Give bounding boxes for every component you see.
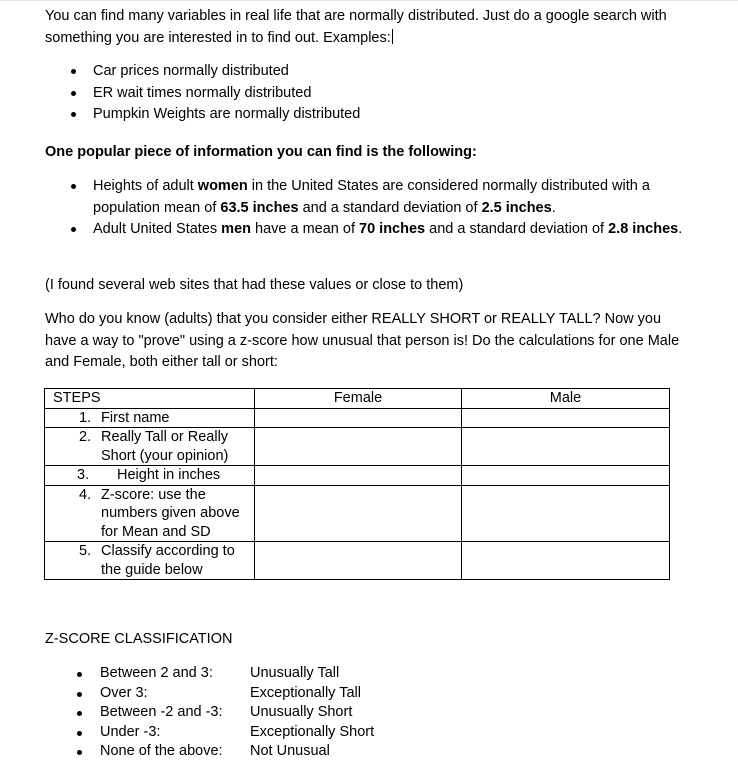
female-opinion-cell[interactable] (255, 428, 462, 466)
classification-title: Z-SCORE CLASSIFICATION (45, 631, 233, 647)
bullet-icon (77, 672, 82, 677)
intro-paragraph (45, 6, 685, 49)
female-classify-cell[interactable] (255, 542, 462, 580)
male-zscore-cell[interactable] (462, 485, 670, 542)
bullet-icon (77, 731, 82, 736)
list-item: Car prices normally distributed (45, 61, 685, 83)
male-height-cell[interactable] (462, 466, 670, 486)
step-label: First name (101, 409, 170, 426)
step-label: Really Tall or Really Short (your opinion) (101, 429, 229, 464)
sources-note: (I found several web sites that had these values or close to them) (45, 277, 464, 293)
table-header-row (45, 389, 670, 409)
female-height-cell[interactable] (255, 466, 462, 486)
bullet-icon (77, 711, 82, 716)
male-opinion-cell[interactable] (462, 428, 670, 466)
list-item: None of the above: Not Unusual (45, 742, 545, 762)
facts-list (45, 176, 685, 241)
bullet-icon (77, 692, 82, 697)
header-male: Male (462, 389, 670, 409)
list-item: Over 3: Exceptionally Tall (45, 684, 545, 704)
header-female: Female (255, 389, 462, 409)
page-top-divider (0, 0, 738, 1)
male-name-cell[interactable] (462, 408, 670, 428)
list-item: ER wait times normally distributed (45, 83, 685, 105)
table-row: 2. Really Tall or Really Short (your opinion) (45, 428, 670, 466)
male-classify-cell[interactable] (462, 542, 670, 580)
table-row: 1. First name (45, 408, 670, 428)
list-item: Pumpkin Weights are normally distributed (45, 104, 685, 126)
list-item: Between 2 and 3: Unusually Tall (45, 664, 545, 684)
step-label: Height in inches (117, 467, 221, 483)
step-label: Z-score: use the numbers given above for Mean and SD (101, 486, 240, 540)
step-label: Classify according to the guide below (101, 543, 235, 578)
fact-men: Adult United States men have a mean of 70 inches and a standard deviation of 2.8 inches. (45, 219, 685, 241)
classification-list (45, 664, 545, 762)
section-heading: One popular piece of information you can find is the following: (45, 144, 477, 160)
examples-list (45, 61, 685, 126)
intro-text: You can find many variables in real life that are normally distributed. Just do a google search with something you are interested in to find out. Examples: (45, 8, 667, 46)
table-row: 4. Z-score: use the numbers given above for Mean and SD (45, 485, 670, 542)
female-zscore-cell[interactable] (255, 485, 462, 542)
text-cursor (392, 29, 393, 44)
steps-table (44, 388, 670, 580)
header-steps: STEPS (45, 389, 255, 409)
question-paragraph: Who do you know (adults) that you consider either REALLY SHORT or REALLY TALL? Now you have a way to "prove" using a z-score how unusual that person is! Do the calculations for one Male and Female, both either tall or short: (45, 311, 680, 370)
fact-women: Heights of adult women in the United States are considered normally distributed with a population mean of 63.5 inches and a standard deviation of 2.5 inches. (45, 176, 685, 219)
list-item: Under -3: Exceptionally Short (45, 723, 545, 743)
table-row: 3. Height in inches (45, 466, 670, 486)
female-name-cell[interactable] (255, 408, 462, 428)
bullet-icon (77, 750, 82, 755)
list-item: Between -2 and -3: Unusually Short (45, 703, 545, 723)
table-row: 5. Classify according to the guide below (45, 542, 670, 580)
